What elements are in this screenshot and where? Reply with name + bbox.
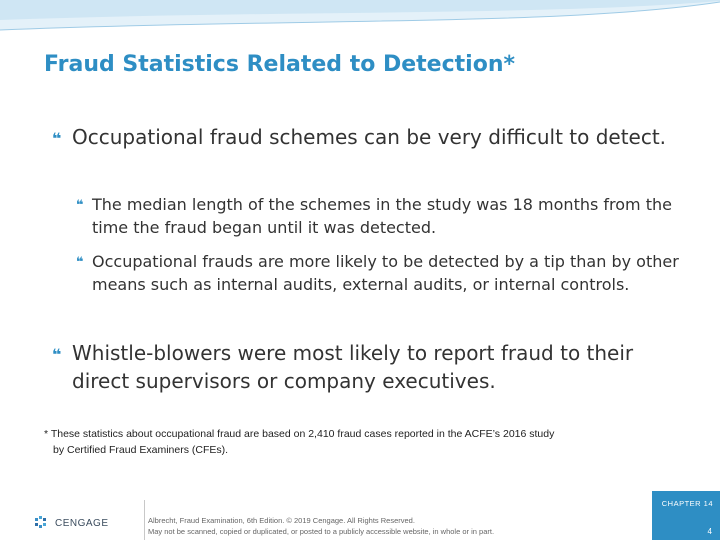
copyright-line: Albrecht, Fraud Examination, 6th Edition. © 2019 Cengage. All Rights Reserved. (148, 516, 415, 525)
bullet-text: Occupational frauds are more likely to be detected by a tip than by other means such as internal audits, external audits, or internal controls. (92, 252, 679, 294)
slide-title: Fraud Statistics Related to Detection* (44, 52, 515, 77)
cengage-mark-icon (34, 516, 52, 530)
square-bullet-icon: ❝ (76, 198, 84, 213)
chapter-badge (652, 491, 720, 540)
bullet-item (52, 123, 692, 151)
copyright-notice (148, 515, 494, 537)
footnote-line: * These statistics about occupational fraud are based on 2,410 fraud cases reported in the ACFE’s 2016 study (44, 428, 555, 440)
bullet-text: Whistle-blowers were most likely to report fraud to their direct supervisors or company executives. (72, 341, 634, 393)
chapter-label: CHAPTER 14 (661, 499, 713, 508)
footer-divider (144, 500, 145, 540)
square-bullet-icon: ❝ (52, 129, 62, 148)
sub-bullet-item (76, 193, 696, 239)
bullet-item (52, 339, 692, 395)
bullet-text: Occupational fraud schemes can be very difficult to detect. (72, 125, 667, 149)
copyright-line: May not be scanned, copied or duplicated, or posted to a publicly accessible website, in whole or in part. (148, 527, 495, 536)
footnote-line: by Certified Fraud Examiners (CFEs). (53, 444, 229, 456)
decorative-top-band (0, 0, 720, 32)
page-number: 4 (707, 527, 712, 536)
bullet-text: The median length of the schemes in the study was 18 months from the time the fraud began until it was detected. (92, 195, 672, 237)
cengage-logo (34, 515, 109, 531)
square-bullet-icon: ❝ (76, 255, 84, 270)
sub-bullet-item (76, 250, 696, 296)
logo-text: CENGAGE (55, 517, 109, 529)
square-bullet-icon: ❝ (52, 345, 62, 364)
footnote (44, 426, 684, 458)
